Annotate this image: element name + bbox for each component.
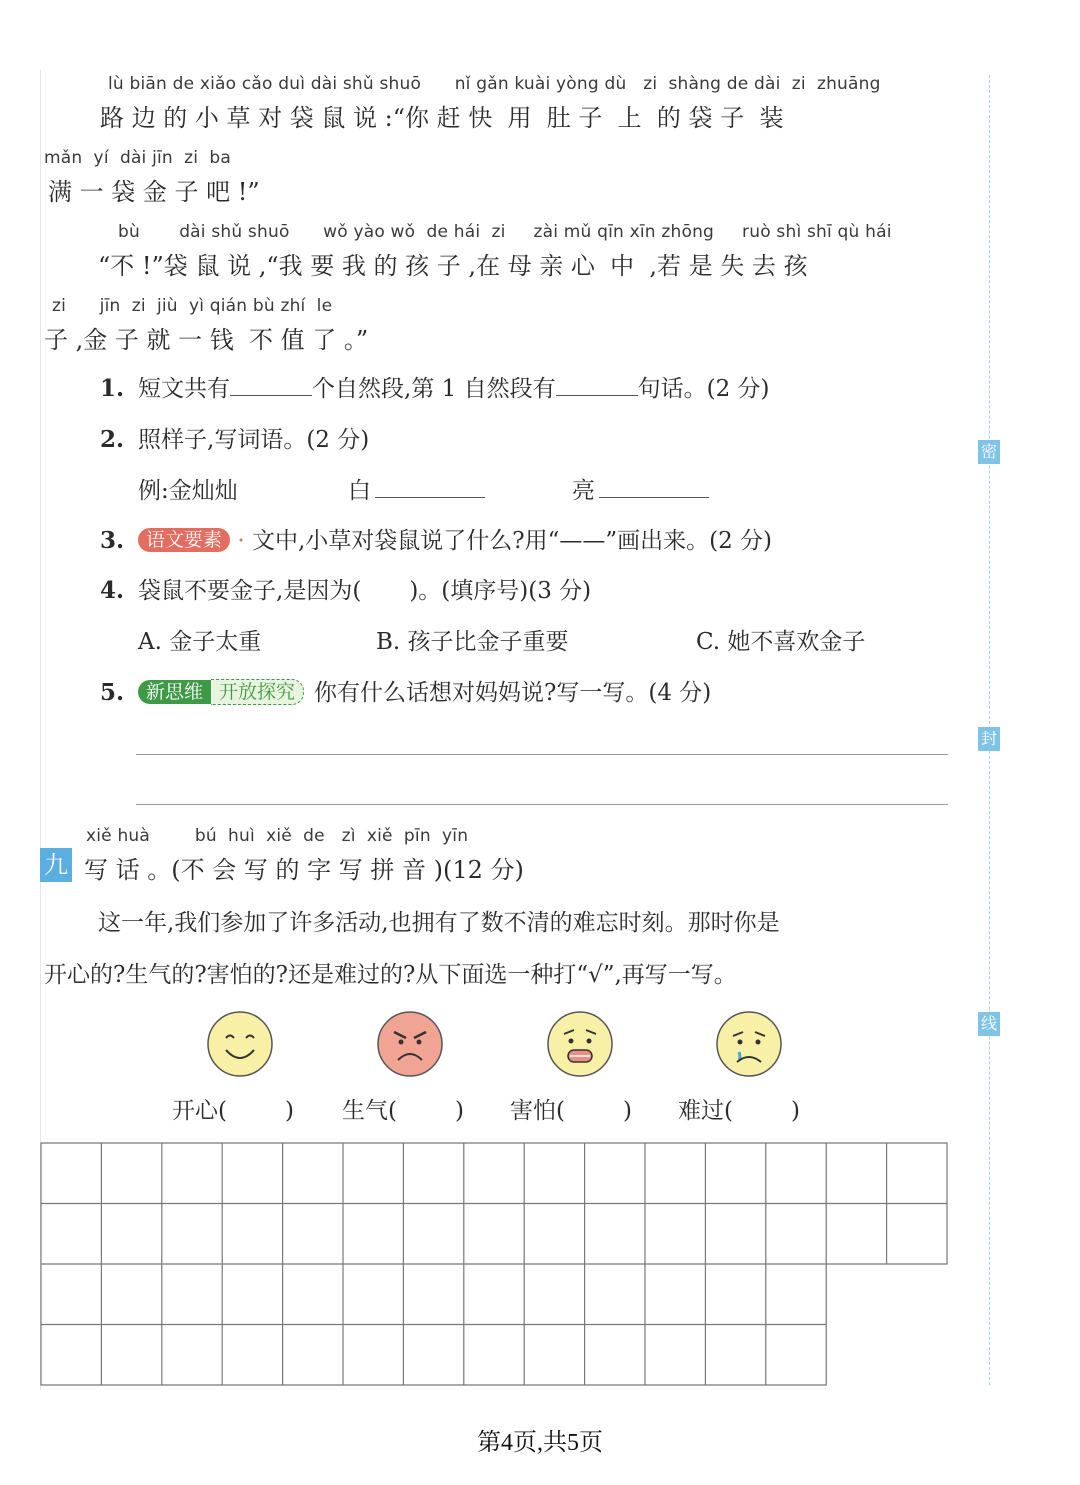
passage-pinyin-3: bù dài shǔ shuō wǒ yào wǒ de hái zi zài mǔ qīn xīn zhōng ruò shì shī qù hái — [118, 222, 892, 242]
q2-item-2-char: 亮 — [572, 478, 595, 504]
mood-sad[interactable] — [678, 1092, 800, 1125]
mood-sad-label: 难过( — [678, 1098, 733, 1124]
q2-blank-1[interactable] — [375, 477, 485, 498]
question-2 — [100, 421, 369, 454]
q3-text: 文中,小草对袋鼠说了什么?用“——”画出来。(2 分) — [251, 528, 773, 554]
mood-happy-close: ) — [284, 1098, 294, 1124]
angry-face-icon — [376, 1010, 444, 1078]
passage-pinyin-2: mǎn yí dài jīn zi ba — [44, 148, 231, 168]
q4-option-a[interactable]: A. 金子太重 — [138, 629, 262, 655]
mood-sad-close: ) — [790, 1098, 800, 1124]
q4-option-b[interactable]: B. 孩子比金子重要 — [376, 629, 569, 655]
mood-happy-label: 开心( — [172, 1098, 227, 1124]
section9-title: 写 话 。(不 会 写 的 字 写 拼 音 )(12 分) — [84, 856, 524, 884]
q3-badge: 语文要素 — [138, 528, 230, 552]
mood-scared[interactable] — [510, 1092, 632, 1125]
question-1 — [100, 370, 769, 403]
section9-number: 九 — [40, 848, 72, 882]
passage-line-1: 路 边 的 小 草 对 袋 鼠 说 :“你 赶 快 用 肚 子 上 的 袋 子 装 — [100, 104, 784, 132]
page-footer: 第4页,共5页 — [477, 1430, 603, 1456]
scared-face-icon — [546, 1010, 614, 1078]
happy-face-icon — [206, 1010, 274, 1078]
q5-badge-b: 开放探究 — [211, 679, 304, 705]
q2-text: 照样子,写词语。(2 分) — [138, 427, 370, 453]
q1-blank-1[interactable] — [230, 375, 312, 396]
q5-text: 你有什么话想对妈妈说?写一写。(4 分) — [314, 680, 712, 706]
q1-text-c: 句话。(2 分) — [637, 376, 770, 402]
q1-text-a: 短文共有 — [138, 376, 231, 402]
mood-angry[interactable] — [342, 1092, 464, 1125]
q2-item-1 — [348, 472, 485, 505]
question-4 — [100, 572, 591, 605]
q4-text-b: )。(填序号)(3 分) — [409, 578, 592, 604]
q4-option-c[interactable]: C. 她不喜欢金子 — [696, 629, 866, 655]
q5-number: 5. — [100, 679, 125, 706]
side-tab-feng: 封 — [978, 727, 1000, 751]
q2-number: 2. — [100, 426, 125, 453]
section9-body-2: 开心的?生气的?害怕的?还是难过的?从下面选一种打“√”,再写一写。 — [44, 962, 737, 988]
mood-angry-label: 生气( — [342, 1098, 397, 1124]
side-tab-xian: 线 — [978, 1012, 1000, 1036]
mood-scared-label: 害怕( — [510, 1098, 565, 1124]
mood-scared-close: ) — [622, 1098, 632, 1124]
q2-example: 例:金灿灿 — [138, 478, 238, 504]
passage-line-2: 满 一 袋 金 子 吧 !” — [48, 178, 260, 206]
passage-line-3: “不 !”袋 鼠 说 ,“我 要 我 的 孩 子 ,在 母 亲 心 中 ,若 是 失 去 孩 — [98, 252, 808, 280]
q3-number: 3. — [100, 527, 125, 554]
q5-write-line-2[interactable] — [136, 804, 948, 805]
passage-line-4: 子 ,金 子 就 一 钱 不 值 了 。” — [44, 326, 369, 354]
q1-blank-2[interactable] — [556, 375, 638, 396]
passage-pinyin-1: lù biān de xiǎo cǎo duì dài shǔ shuō nǐ gǎn kuài yòng dù zi shàng de dài zi zhuāng — [108, 74, 881, 94]
q5-write-line-1[interactable] — [136, 754, 948, 755]
q1-number: 1. — [100, 375, 125, 402]
question-5 — [100, 674, 711, 707]
passage-pinyin-4: zi jīn zi jiù yì qián bù zhí le — [52, 296, 333, 316]
side-tab-mi: 密 — [978, 440, 1000, 464]
writing-grid[interactable] — [40, 1142, 950, 1387]
q2-item-1-char: 白 — [348, 478, 371, 504]
q2-blank-2[interactable] — [599, 477, 709, 498]
q1-text-b: 个自然段,第 1 自然段有 — [312, 376, 556, 402]
q2-item-2 — [572, 472, 709, 505]
section9-pinyin: xiě huà bú huì xiě de zì xiě pīn yīn — [86, 826, 469, 846]
mood-angry-close: ) — [454, 1098, 464, 1124]
section9-body-1: 这一年,我们参加了许多活动,也拥有了数不清的难忘时刻。那时你是 — [98, 910, 780, 936]
mood-happy[interactable] — [172, 1092, 294, 1125]
question-3: 3. 语文要素 · 文中,小草对袋鼠说了什么?用“——”画出来。(2 分) — [100, 527, 773, 554]
q5-badge-a: 新思维 — [138, 680, 211, 704]
q4-number: 4. — [100, 577, 125, 604]
q4-text-a: 袋鼠不要金子,是因为( — [138, 578, 362, 604]
sad-face-icon — [715, 1010, 783, 1078]
